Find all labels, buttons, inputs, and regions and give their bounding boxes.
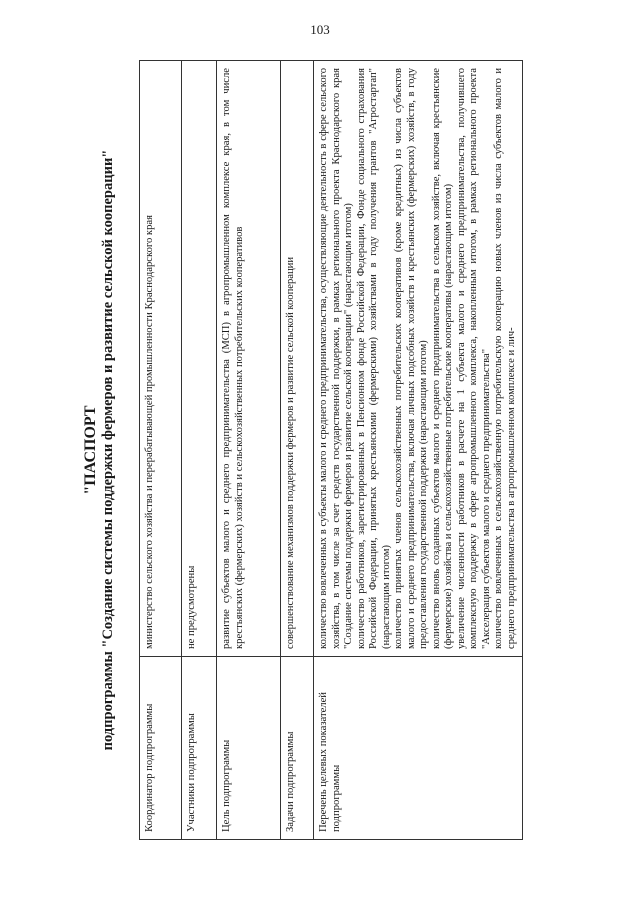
rotated-page-content: [82, 60, 567, 840]
row-value: развитие субъектов малого и среднего предпринимательства (МСП) в агропромышленном комплексе края, в том числе крестьянских (фермерских) хозяйств и сельскохозяйственных потребительских кооперативов: [217, 61, 281, 657]
indicator-item: количество вновь созданных субъектов малого и среднего предпринимательства в сельском хозяйстве, включая крестьянские (фермерские) хозяйства и сельскохозяйственные потребительские кооперативы (нарастающим итогом): [430, 68, 454, 649]
row-label: Координатор подпрограммы: [140, 657, 182, 840]
table-row: [281, 61, 314, 840]
row-label: Участники подпрограммы: [182, 657, 217, 840]
row-label: Задачи подпрограммы: [281, 657, 314, 840]
indicator-item: увеличение численности работников в расчете на 1 субъекта малого и среднего предпринимательства, получившего комплексную поддержку в сфере агропромышленного комплекса, накопленным итогом, в рамках регионального проекта "Акселерация субъектов малого и среднего предпринимательства": [455, 68, 492, 649]
table-row: [217, 61, 281, 840]
indicator-item: количество вовлеченных в сельскохозяйственную потребительскую кооперацию новых членов из числа субъектов малого и среднего предпринимательства в агропромышленном комплексе и лич-: [493, 68, 517, 649]
row-value: министерство сельского хозяйства и перерабатывающей промышленности Краснодарского края: [140, 61, 182, 657]
document-title: "ПАСПОРТ: [82, 405, 99, 495]
row-value: не предусмотрены: [182, 61, 217, 657]
row-value: совершенствование механизмов поддержки фермеров и развитие сельской кооперации: [281, 61, 314, 657]
table-row: [140, 61, 182, 840]
indicator-item: количество принятых членов сельскохозяйственных потребительских кооперативов (кроме кредитных) из числа субъектов малого и среднего предпринимательства, включая личных подсобных хозяйств и крестьянских (фермерских) хозяйств, в году предоставления государственной поддержки (нарастающим итогом): [393, 68, 429, 649]
row-label: Цель подпрограммы: [217, 657, 281, 840]
passport-table: [139, 60, 523, 840]
indicator-item: количество работников, зарегистрированных в Пенсионном фонде Российской Федерации, Фонде социального страхования Российской Федерации, принятых крестьянскими (фермерскими) хозяйствами в году получения грантов "Агростартап" (нарастающим итогом): [355, 68, 392, 649]
table-row: [182, 61, 217, 840]
document-subtitle: подпрограммы "Создание системы поддержки фермеров и развитие сельской кооперации": [100, 149, 116, 751]
row-label: Перечень целевых показателей подпрограммы: [314, 657, 523, 840]
indicators-list: [314, 61, 523, 657]
page-number: 103: [310, 22, 330, 37]
indicator-item: количество вовлеченных в субъекты малого и среднего предпринимательства, осуществляющие деятельность в сфере сельского хозяйства, в том числе за счет средств государственной поддержки, в рамках регионального проекта Краснодарского края "Создание системы поддержки фермеров и развитие сельской кооперации" (нарастающим итогом): [318, 68, 354, 649]
table-row: [314, 61, 523, 840]
